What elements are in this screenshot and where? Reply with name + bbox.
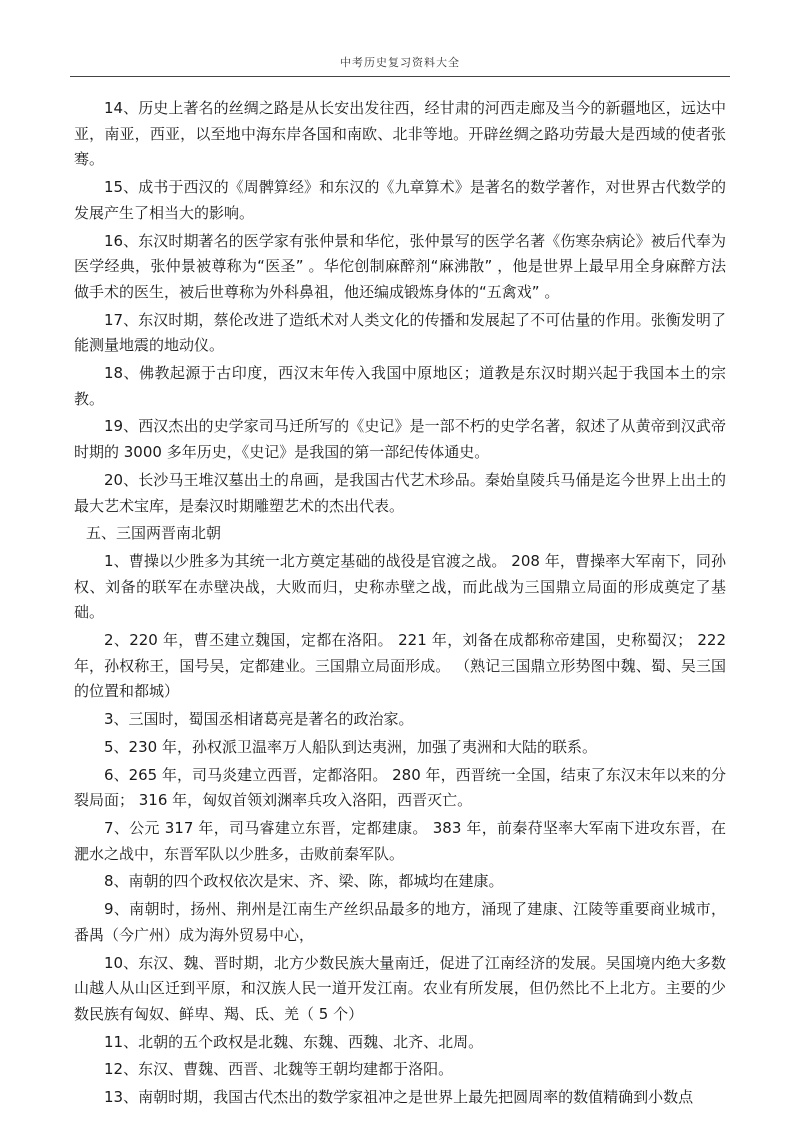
paragraph-19: 19、西汉杰出的史学家司马迁所写的《史记》是一部不朽的史学名著，叙述了从黄帝到汉武帝时期的 3000 多年历史，《史记》是我国的第一部纪传体通史。 xyxy=(74,417,726,462)
paragraph-5: 5、230 年，孙权派卫温率万人船队到达夷洲，加强了夷洲和大陆的联系。 xyxy=(104,737,597,756)
paragraph-16: 16、东汉时期著名的医学家有张仲景和华佗，张仲景写的医学名著《伤寒杂病论》被后代奉为医学经典，张仲景被尊称为“医圣” 。华佗创制麻醉剂“麻沸散” ，他是世界上最早用全身麻醉方法做手术的医生，被后世尊称为外科鼻祖，他还编成锻炼身体的“五禽戏” 。 xyxy=(74,231,726,301)
header-divider xyxy=(70,76,730,77)
paragraph-8: 8、南朝的四个政权依次是宋、齐、梁、陈，都城均在建康。 xyxy=(104,872,504,891)
paragraph-12: 12、东汉、曹魏、西晋、北魏等王朝均建都于洛阳。 xyxy=(104,1060,454,1079)
paragraph-6: 6、265 年，司马炎建立西晋，定都洛阳。 280 年，西晋统一全国，结束了东汉末年以来的分裂局面； 316 年，匈奴首领刘渊率兵攻入洛阳，西晋灭亡。 xyxy=(74,765,726,810)
paragraph-20: 20、长沙马王堆汉墓出土的帛画，是我国古代艺术珍品。秦始皇陵兵马俑是迄今世界上出土的最大艺术宝库，是秦汉时期雕塑艺术的杰出代表。 xyxy=(74,470,726,515)
paragraph-17: 17、东汉时期，蔡伦改进了造纸术对人类文化的传播和发展起了不可估量的作用。张衡发明了能测量地震的地动仪。 xyxy=(74,310,726,355)
page-header-title: 中考历史复习资料大全 xyxy=(340,56,460,69)
paragraph-11: 11、北朝的五个政权是北魏、东魏、西魏、北齐、北周。 xyxy=(104,1032,484,1051)
paragraph-1: 1、曹操以少胜多为其统一北方奠定基础的战役是官渡之战。 208 年，曹操率大军南下，同孙权、刘备的联军在赤壁决战，大败而归，史称赤壁之战，而此战为三国鼎立局面的形成奠定了基础。 xyxy=(74,551,726,622)
paragraph-9: 9、南朝时，扬州、荆州是江南生产丝织品最多的地方，涌现了建康、江陵等重要商业城市，番禺（今广州）成为海外贸易中心， xyxy=(74,900,726,944)
paragraph-13: 13、南朝时期，我国古代杰出的数学家祖冲之是世界上最先把圆周率的数值精确到小数点 xyxy=(104,1088,694,1107)
paragraph-15: 15、成书于西汉的《周髀算经》和东汉的《九章算术》是著名的数学著作，对世界古代数学的发展产生了相当大的影响。 xyxy=(74,178,726,222)
section-heading: 五、三国两晋南北朝 xyxy=(86,524,222,543)
paragraph-3: 3、三国时，蜀国丞相诸葛亮是著名的政治家。 xyxy=(104,710,414,729)
document-body xyxy=(74,96,726,1113)
paragraph-7: 7、公元 317 年，司马睿建立东晋，定都建康。 383 年，前秦苻坚率大军南下进攻东晋，在淝水之战中，东晋军队以少胜多，击败前秦军队。 xyxy=(74,818,726,863)
paragraph-2: 2、220 年，曹丕建立魏国，定都在洛阳。 221 年，刘备在成都称帝建国，史称蜀汉； 222 年，孙权称王，国号吴，定都建业。三国鼎立局面形成。 （熟记三国鼎立形势图中魏、蜀、吴三国的位置和都城） xyxy=(74,631,726,701)
paragraph-10: 10、东汉、魏、晋时期，北方少数民族大量南迁，促进了江南经济的发展。吴国境内绝大多数山越人从山区迁到平原，和汉族人民一道开发江南。农业有所发展，但仍然比不上北方。主要的少数民族有匈奴、鲜卑、羯、氐、羌（ 5 个） xyxy=(74,953,726,1023)
paragraph-18: 18、佛教起源于古印度，西汉末年传入我国中原地区；道教是东汉时期兴起于我国本土的宗教。 xyxy=(74,364,726,408)
paragraph-14: 14、历史上著名的丝绸之路是从长安出发往西，经甘肃的河西走廊及当今的新疆地区，远达中亚，南亚，西亚，以至地中海东岸各国和南欧、北非等地。开辟丝绸之路功劳最大是西域的使者张骞。 xyxy=(74,99,726,169)
